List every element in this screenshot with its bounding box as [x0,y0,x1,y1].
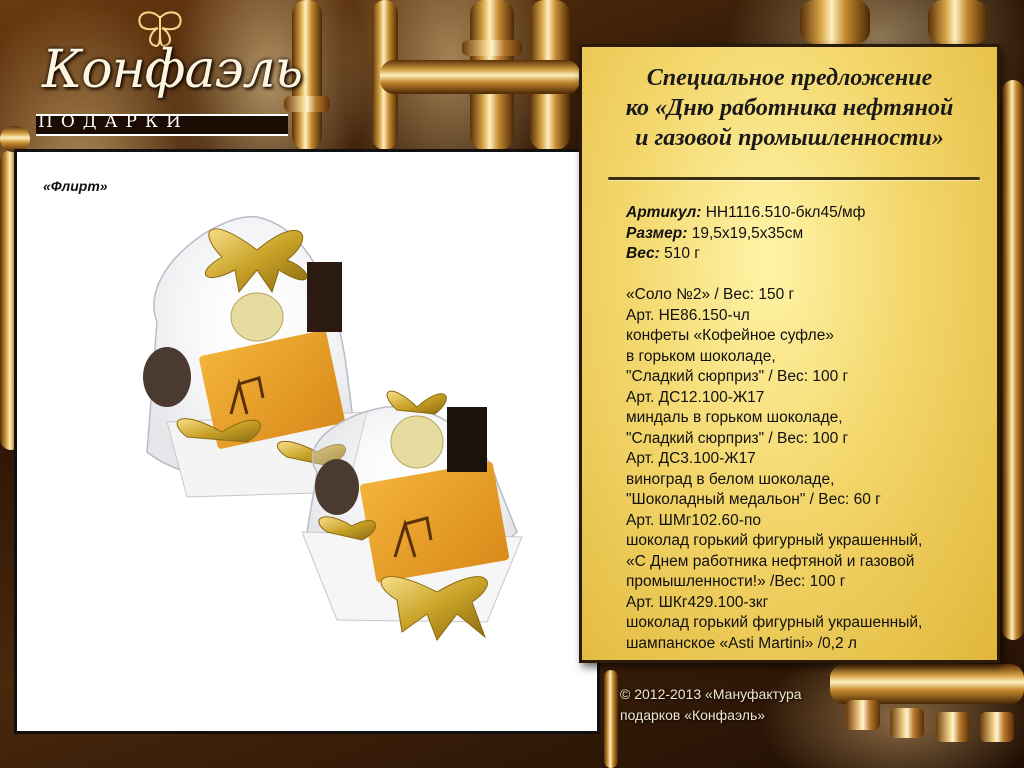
contents-line: миндаль в горьком шоколаде, [626,409,843,426]
contents-line: Арт. ДС12.100-Ж17 [626,388,765,406]
offer-title-line: и газовой промышленности» [635,125,944,151]
contents-line: промышленности!» /Вес: 100 г [626,573,846,590]
product-image-panel [14,149,600,734]
brand-name: Конфаэль [42,40,303,100]
contents-line: "Сладкий сюрприз" / Вес: 100 г [626,429,849,447]
product-details [626,203,986,654]
weight-value: 510 г [664,245,700,262]
copyright-line: подарков «Конфаэль» [620,707,766,723]
product-name: «Флирт» [43,178,108,194]
title-divider [608,177,980,180]
contents-line: шоколад горький фигурный украшенный, [626,532,923,549]
article-label: Артикул: [626,204,702,221]
offer-title [582,63,997,153]
weight-label: Вес: [626,245,660,262]
article-row [626,203,986,224]
contents-line: виноград в белом шоколаде, [626,470,835,488]
contents-line: «Соло №2» / Вес: 150 г [626,286,795,303]
contents-line: шоколад горький фигурный украшенный, [626,614,923,631]
size-label: Размер: [626,224,688,242]
offer-title-line: Специальное предложение [646,65,933,91]
contents-line: Арт. ДС3.100-Ж17 [626,450,756,467]
contents-list [626,285,986,654]
contents-line: шампанское «Asti Martini» /0,2 л [626,634,857,652]
weight-row [626,244,986,265]
gift-basket-photo [17,152,597,731]
offer-title-line: ко «Дню работника нефтяной [625,95,954,121]
size-row [626,224,986,245]
contents-line: Арт. НЕ86.150-чл [626,306,750,324]
article-value: НН1116.510-бкл45/мф [705,204,866,221]
contents-line: Арт. ШКг429.100-зкг [626,593,769,611]
contents-line: конфеты «Кофейное суфле» [626,327,834,344]
contents-line: «С Днем работника нефтяной и газовой [626,552,915,570]
contents-line: Арт. ШМг102.60-по [626,511,761,529]
size-value: 19,5х19,5х35см [691,224,804,242]
copyright [620,684,802,726]
brand-logo[interactable] [30,14,303,132]
contents-line: "Сладкий сюрприз" / Вес: 100 г [626,368,849,385]
contents-line: "Шоколадный медальон" / Вес: 60 г [626,491,881,508]
copyright-line: © 2012-2013 «Мануфактура [620,686,802,702]
offer-info-panel [579,44,1000,663]
contents-line: в горьком шоколаде, [626,347,776,365]
basket-front [302,391,522,640]
brand-subtitle: ПОДАРКИ [38,112,189,132]
